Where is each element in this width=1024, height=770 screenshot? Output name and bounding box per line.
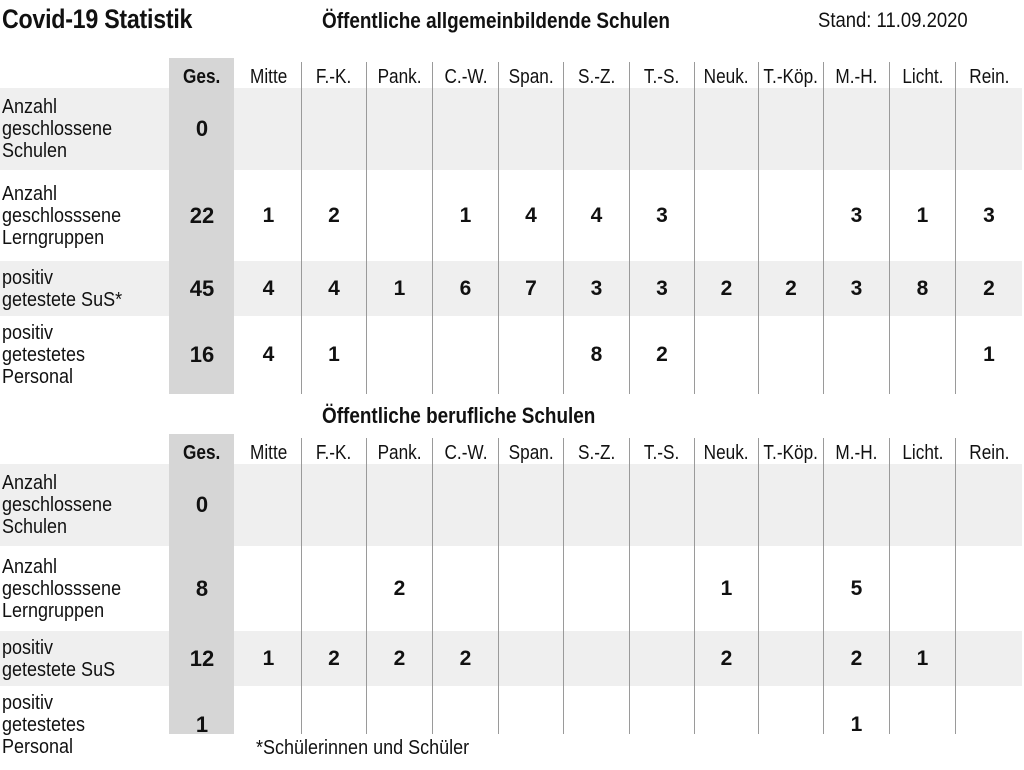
row-label: Anzahl geschlosssene Lerngruppen [2,182,122,249]
district-value: 4 [525,203,537,227]
column-divider [758,438,759,734]
district-value: 4 [590,203,603,227]
row-band [0,88,1022,170]
district-value: 1 [262,203,275,227]
total-value: 1 [195,712,209,737]
column-header-ges: Ges. [183,442,221,464]
row-label: positiv getestetes Personal [2,322,86,388]
column-divider [889,438,890,734]
page-title: Covid-19 Statistik [2,4,193,34]
district-value: 2 [328,646,340,670]
column-divider [823,62,824,394]
column-divider [432,438,433,734]
district-value: 1 [983,343,995,366]
column-header-licht: Licht. [901,442,944,464]
district-value: 6 [459,276,472,300]
column-header-rein: Rein. [968,66,1010,88]
row-label: positiv getestete SuS [2,636,116,681]
table-allgemeinbildende-schulen [0,58,1024,394]
row-label: Anzahl geschlosssene Lerngruppen [2,555,122,622]
district-value: 3 [590,276,603,300]
district-value: 2 [785,276,797,300]
district-value: 1 [393,276,406,300]
column-header-neuk: Neuk. [704,442,749,464]
column-header-mitte: Mitte [249,66,288,88]
district-value: 1 [916,203,929,227]
column-header-span: Span. [508,66,554,88]
total-value: 12 [189,645,215,671]
district-value: 3 [850,276,863,300]
row-label: Anzahl geschlossene Schulen [2,472,113,538]
table-2-title: Öffentliche berufliche Schulen [322,403,596,428]
column-header-pank: Pank. [377,442,422,464]
column-header-c-w: C.-W. [444,442,487,464]
column-divider [301,438,302,734]
column-header-m-h: M.-H. [835,442,878,464]
district-value: 3 [850,203,863,227]
column-header-t-k-p: T.-Köp. [763,66,819,88]
column-header-licht: Licht. [901,66,944,88]
column-divider [955,438,956,734]
footnote: *Schülerinnen und Schüler [256,737,470,759]
district-value: 8 [590,343,603,366]
district-value: 2 [328,203,340,227]
district-value: 2 [393,576,406,600]
district-value: 2 [720,646,733,670]
district-value: 2 [393,646,406,670]
column-header-t-s: T.-S. [644,442,680,464]
column-header-pank: Pank. [377,66,422,88]
column-divider [629,438,630,734]
district-value: 7 [525,276,537,300]
column-header-mitte: Mitte [249,442,288,464]
district-value: 2 [983,276,995,300]
date-stamp: Stand: 11.09.2020 [818,9,968,32]
table-1-title: Öffentliche allgemeinbildende Schulen [322,8,670,33]
column-header-t-k-p: T.-Köp. [763,442,819,464]
district-value: 2 [720,276,733,300]
column-divider [758,62,759,394]
row-band [0,464,1022,546]
column-divider [563,438,564,734]
district-value: 1 [459,203,472,227]
column-divider [366,62,367,394]
column-header-neuk: Neuk. [704,66,749,88]
district-value: 5 [850,576,863,600]
column-divider [498,62,499,394]
column-divider [889,62,890,394]
district-value: 4 [262,343,275,366]
column-divider [498,438,499,734]
column-header-f-k: F.-K. [316,442,352,464]
row-label: positiv getestetes Personal [2,692,86,758]
row-label: Anzahl geschlossene Schulen [2,96,113,162]
column-divider [432,62,433,394]
column-header-rein: Rein. [968,442,1010,464]
column-header-ges: Ges. [183,66,221,88]
column-header-s-z: S.-Z. [577,66,616,88]
district-value: 1 [916,646,929,670]
district-value: 1 [328,343,340,366]
column-divider [694,62,695,394]
column-header-t-s: T.-S. [644,66,680,88]
district-value: 4 [328,276,340,300]
row-label: positiv getestete SuS* [2,266,123,311]
column-header-span: Span. [508,442,554,464]
column-header-c-w: C.-W. [444,66,487,88]
district-value: 2 [850,646,863,670]
total-value: 8 [195,575,209,601]
column-header-s-z: S.-Z. [577,442,616,464]
district-value: 1 [262,646,275,670]
district-value: 1 [720,576,733,600]
district-value: 2 [656,343,668,366]
column-header-f-k: F.-K. [316,66,352,88]
district-value: 1 [850,713,863,736]
total-value: 0 [195,492,209,517]
district-value: 3 [656,276,668,300]
district-value: 3 [983,203,995,227]
column-header-m-h: M.-H. [835,66,878,88]
total-value: 16 [189,342,215,367]
district-value: 4 [262,276,275,300]
district-value: 8 [916,276,929,300]
district-value: 2 [459,646,472,670]
total-value: 0 [195,116,209,141]
total-value: 22 [189,202,215,228]
total-value: 45 [189,275,215,301]
district-value: 3 [656,203,668,227]
